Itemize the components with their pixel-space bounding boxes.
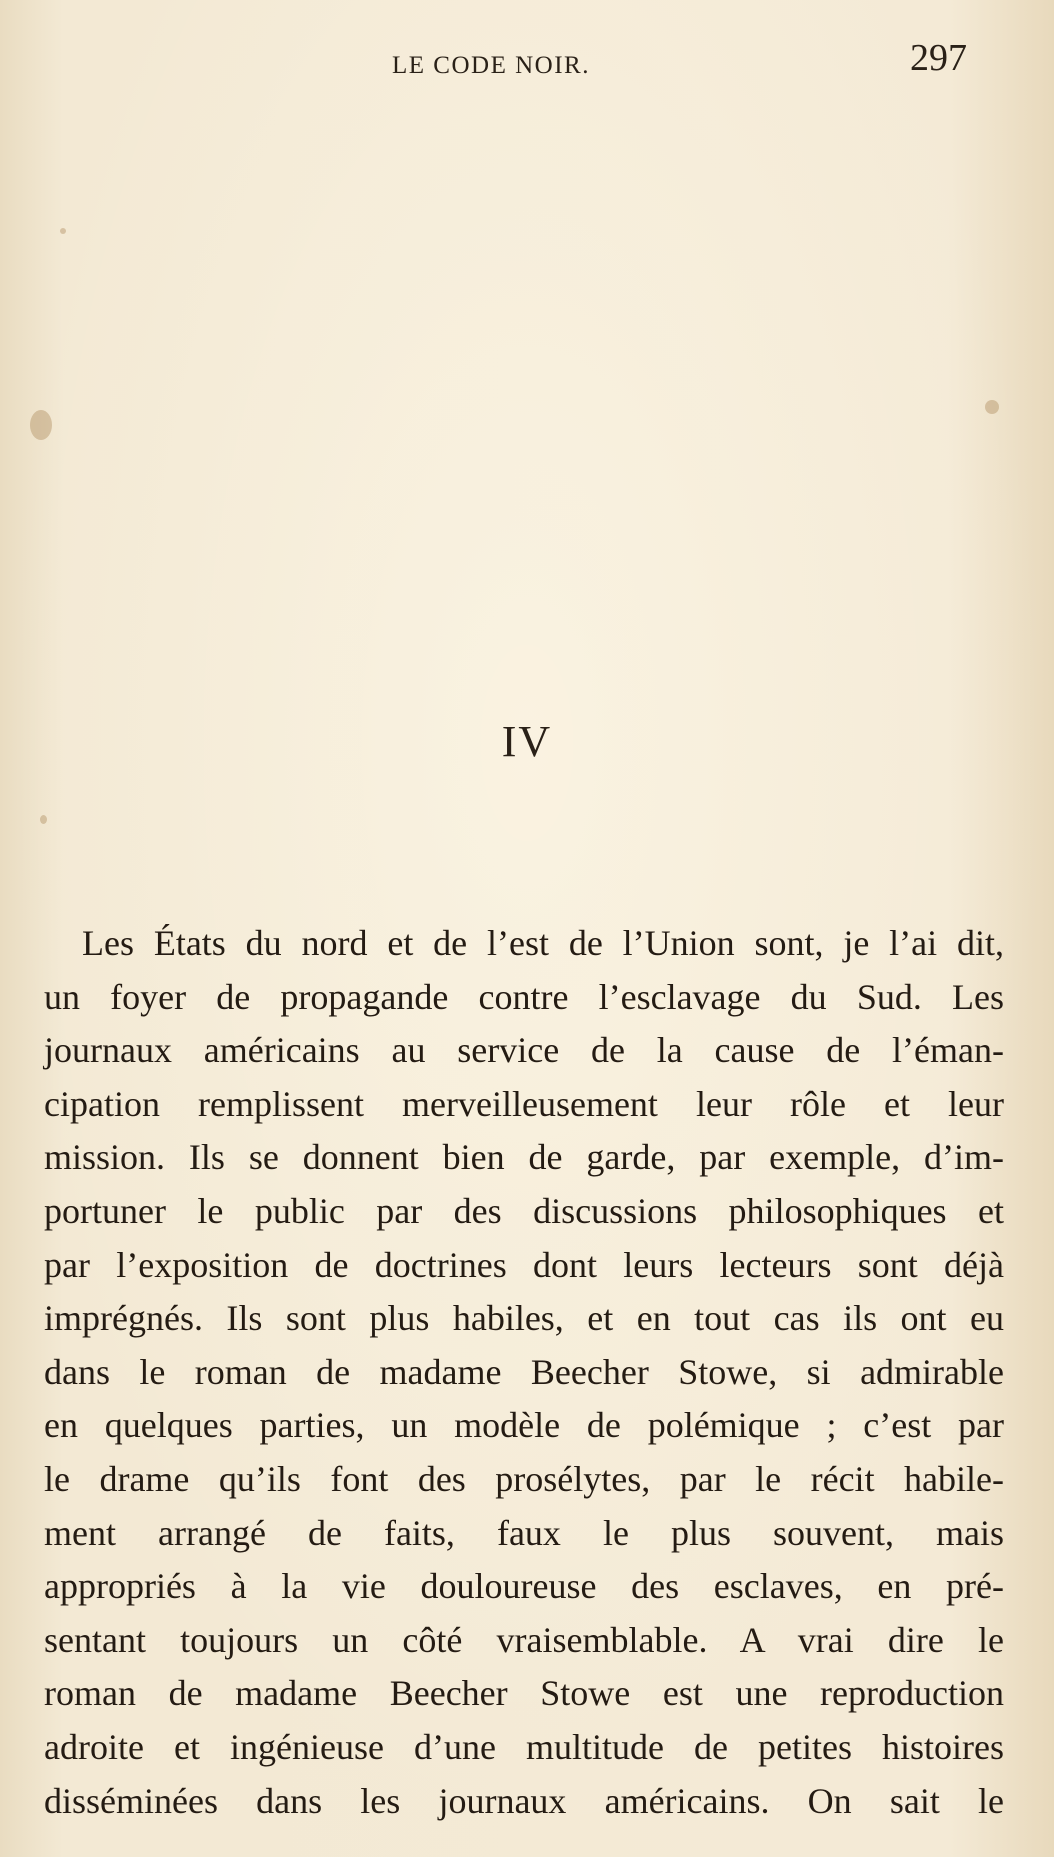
text-line: mission. Ils se donnent bien de garde, par exemple, d’im- <box>44 1137 1004 1178</box>
paper-stain <box>40 815 47 824</box>
paper-stain <box>60 228 66 234</box>
text-line: appropriés à la vie douloureuse des esclaves, en pré- <box>44 1566 1004 1607</box>
text-line: ment arrangé de faits, faux le plus souvent, mais <box>44 1512 1004 1553</box>
text-line: Les États du nord et de l’est de l’Union sont, je l’ai dit, <box>82 923 1004 963</box>
text-line: disséminées dans les journaux américains. On sait le <box>44 1780 1004 1821</box>
page-header <box>0 36 1054 86</box>
paper-stain <box>30 410 52 440</box>
text-line: sentant toujours un côté vraisemblable. A vrai dire le <box>44 1619 1004 1660</box>
text-line: portuner le public par des discussions philosophiques et <box>44 1190 1004 1231</box>
text-line: le drame qu’ils font des prosélytes, par le récit habile- <box>44 1458 1004 1499</box>
text-line: un foyer de propagande contre l’esclavage du Sud. Les <box>44 976 1004 1017</box>
running-title: LE CODE NOIR. <box>392 52 590 79</box>
section-heading: IV <box>501 717 553 766</box>
text-line: adroite et ingénieuse d’une multitude de petites histoires <box>44 1726 1004 1767</box>
paper-stain <box>985 400 999 414</box>
text-line: par l’exposition de doctrines dont leurs lecteurs sont déjà <box>44 1244 1004 1285</box>
text-line: roman de madame Beecher Stowe est une reproduction <box>44 1673 1004 1714</box>
text-line: cipation remplissent merveilleusement leur rôle et leur <box>44 1083 1004 1124</box>
text-line: imprégnés. Ils sont plus habiles, et en tout cas ils ont eu <box>44 1298 1004 1339</box>
page-number: 297 <box>910 37 967 79</box>
text-line: dans le roman de madame Beecher Stowe, si admirable <box>44 1351 1004 1392</box>
body-paragraph <box>44 917 1004 1828</box>
text-line: en quelques parties, un modèle de polémique ; c’est par <box>44 1405 1004 1446</box>
text-line: journaux américains au service de la cause de l’éman- <box>44 1030 1004 1071</box>
